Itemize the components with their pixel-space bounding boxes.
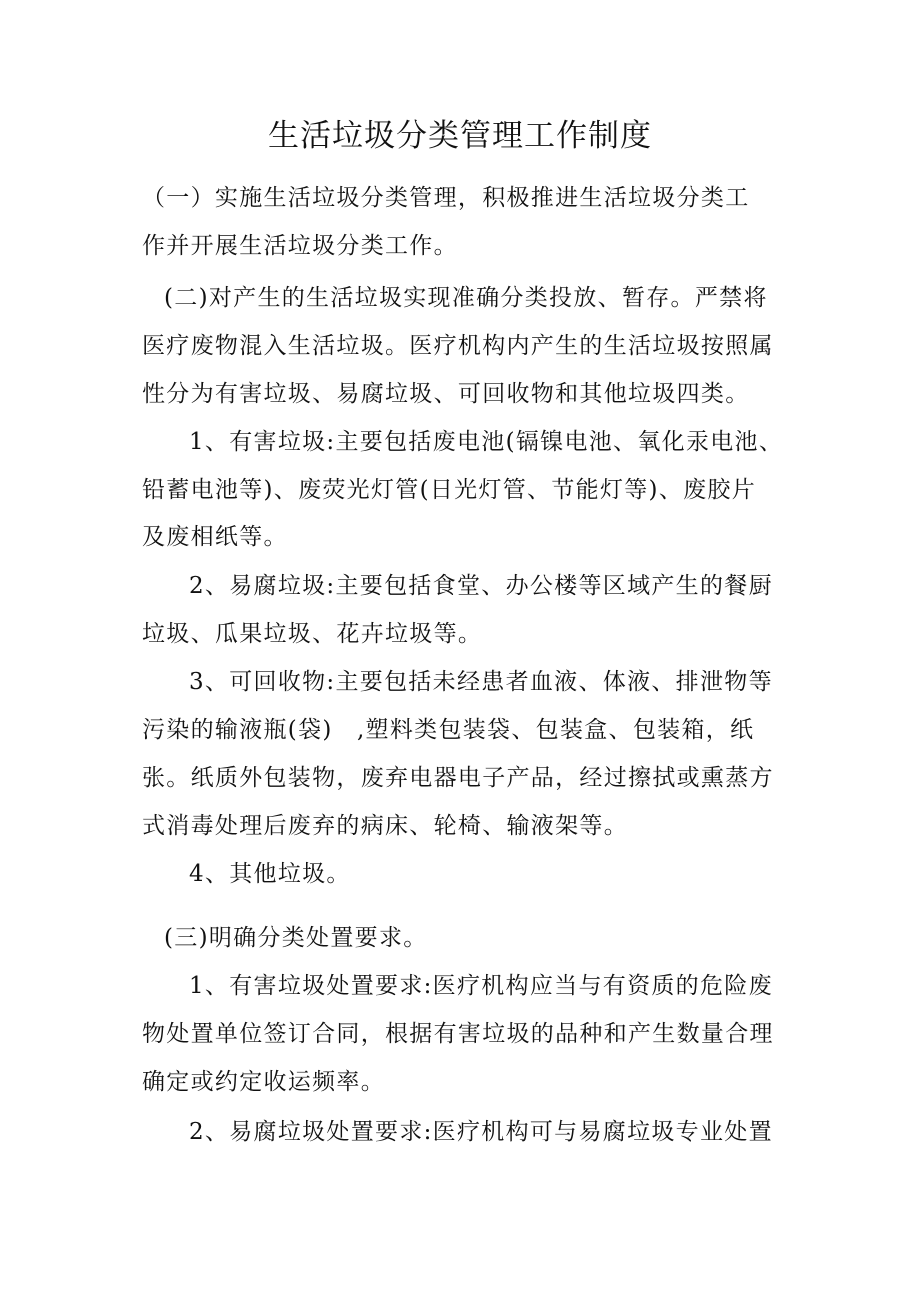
item-hazardous-line-2: 铅蓄电池等)、废荧光灯管(日光灯管、节能灯等)、废胶片 — [142, 477, 757, 503]
item-perishable-line-2: 垃圾、瓜果垃圾、花卉垃圾等。 — [142, 621, 483, 647]
document-title: 生活垃圾分类管理工作制度 — [268, 118, 652, 154]
requirement-hazardous-line-3: 确定或约定收运频率。 — [142, 1069, 385, 1095]
section-2-line-3: 性分为有害垃圾、易腐垃圾、可回收物和其他垃圾四类。 — [142, 381, 750, 407]
item-hazardous-line-3: 及废相纸等。 — [142, 524, 288, 550]
section-1-line-1: （一）实施生活垃圾分类管理，积极推进生活垃圾分类工 — [142, 185, 750, 211]
section-2-line-2: 医疗废物混入生活垃圾。医疗机构内产生的生活垃圾按照属 — [142, 333, 774, 359]
item-other-line-1: 4、其他垃圾。 — [189, 861, 351, 887]
section-2-line-1: (二)对产生的生活垃圾实现准确分类投放、暂存。严禁将 — [164, 285, 768, 311]
item-recyclable-line-3: 张。纸质外包装物，废弃电器电子产品，经过擦拭或熏蒸方 — [142, 765, 774, 791]
section-3-line-1: (三)明确分类处置要求。 — [164, 925, 428, 951]
item-recyclable-line-4: 式消毒处理后废弃的病床、轮椅、输液架等。 — [142, 813, 628, 839]
requirement-hazardous-line-2: 物处置单位签订合同，根据有害垃圾的品种和产生数量合理 — [142, 1021, 774, 1047]
requirement-hazardous-line-1: 1、有害垃圾处置要求:医疗机构应当与有资质的危险废 — [189, 973, 773, 999]
item-hazardous-line-1: 1、有害垃圾:主要包括废电池(镉镍电池、氧化汞电池、 — [189, 429, 784, 455]
item-recyclable-line-2: 污染的输液瓶(袋) ,塑料类包装袋、包装盒、包装箱，纸 — [142, 717, 755, 743]
requirement-perishable-line-1: 2、易腐垃圾处置要求:医疗机构可与易腐垃圾专业处置 — [189, 1119, 773, 1145]
section-1-line-2: 作并开展生活垃圾分类工作。 — [142, 233, 458, 259]
item-perishable-line-1: 2、易腐垃圾:主要包括食堂、办公楼等区域产生的餐厨 — [189, 573, 773, 599]
item-recyclable-line-1: 3、可回收物:主要包括未经患者血液、体液、排泄物等 — [189, 669, 773, 695]
